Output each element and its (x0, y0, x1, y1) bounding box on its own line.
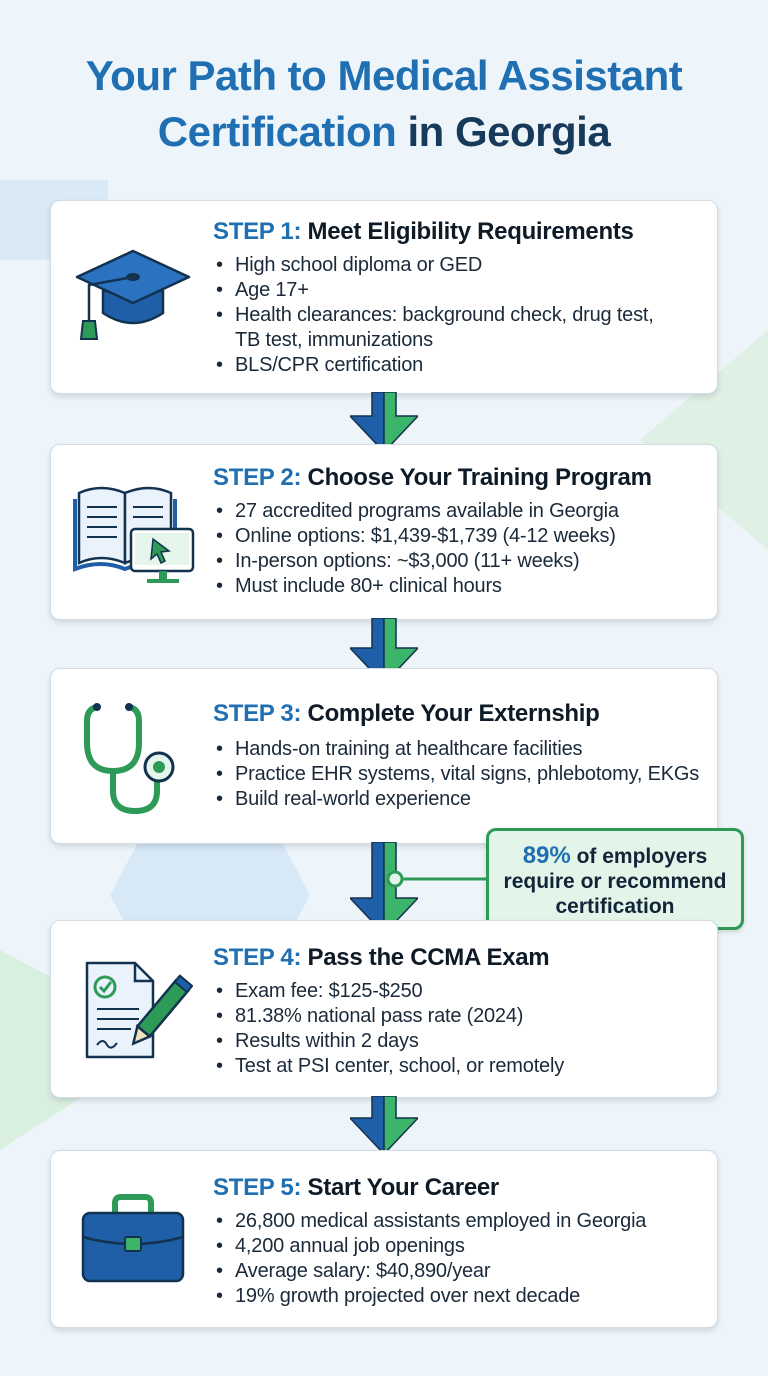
down-arrow-icon (350, 392, 418, 452)
callout-text: certification (555, 895, 675, 918)
list-item: • BLS/CPR certification (213, 353, 707, 378)
list-item: • Build real-world experience (213, 787, 707, 812)
list-item: • Exam fee: $125-$250 (213, 979, 707, 1004)
step-5-card (50, 1150, 718, 1328)
stethoscope-icon (73, 699, 193, 819)
book-and-computer-icon (73, 479, 203, 589)
step-heading: STEP 4: Pass the CCMA Exam (213, 944, 550, 971)
certification-stat-callout (486, 828, 744, 930)
list-item: • High school diploma or GED (213, 253, 707, 278)
step-heading: STEP 5: Start Your Career (213, 1174, 499, 1201)
callout-text: require or recommend (503, 870, 727, 893)
callout-connector (394, 876, 488, 882)
callout-percent: 89% (522, 842, 571, 869)
connector-dot-icon (386, 870, 404, 888)
list-item: • Health clearances: background check, drug test, TB test, immunizations (213, 303, 707, 353)
step-heading: STEP 3: Complete Your Externship (213, 700, 600, 727)
step-3-card (50, 668, 718, 844)
list-item: • Results within 2 days (213, 1029, 707, 1054)
briefcase-icon (73, 1191, 193, 1291)
step-heading: STEP 1: Meet Eligibility Requirements (213, 218, 634, 245)
list-item: • 19% growth projected over next decade (213, 1284, 707, 1309)
title-rest: in Georgia (396, 108, 611, 155)
page-title (0, 48, 768, 160)
list-item: • Practice EHR systems, vital signs, phlebotomy, EKGs (213, 762, 707, 787)
list-item: • 4,200 annual job openings (213, 1234, 707, 1259)
down-arrow-icon (350, 1096, 418, 1154)
list-item: • 26,800 medical assistants employed in Georgia (213, 1209, 707, 1234)
list-item: • Hands-on training at healthcare facilities (213, 737, 707, 762)
list-item: • 81.38% national pass rate (2024) (213, 1004, 707, 1029)
exam-document-pencil-icon (73, 957, 193, 1067)
callout-text: of employers (570, 845, 708, 868)
list-item: • Average salary: $40,890/year (213, 1259, 707, 1284)
title-line1: Your Path to Medical Assistant (85, 52, 683, 99)
step-4-card (50, 920, 718, 1098)
step-2-card (50, 444, 718, 620)
graduation-cap-icon (73, 241, 193, 351)
step-heading: STEP 2: Choose Your Training Program (213, 464, 652, 491)
list-item: • Age 17+ (213, 278, 707, 303)
step-1-card (50, 200, 718, 394)
list-item: • 27 accredited programs available in Georgia (213, 499, 707, 524)
list-item: • In-person options: ~$3,000 (11+ weeks) (213, 549, 707, 574)
list-item: • Test at PSI center, school, or remotely (213, 1054, 707, 1079)
title-highlight: Certification (157, 108, 397, 155)
list-item: • Online options: $1,439-$1,739 (4-12 weeks) (213, 524, 707, 549)
list-item: • Must include 80+ clinical hours (213, 574, 707, 599)
